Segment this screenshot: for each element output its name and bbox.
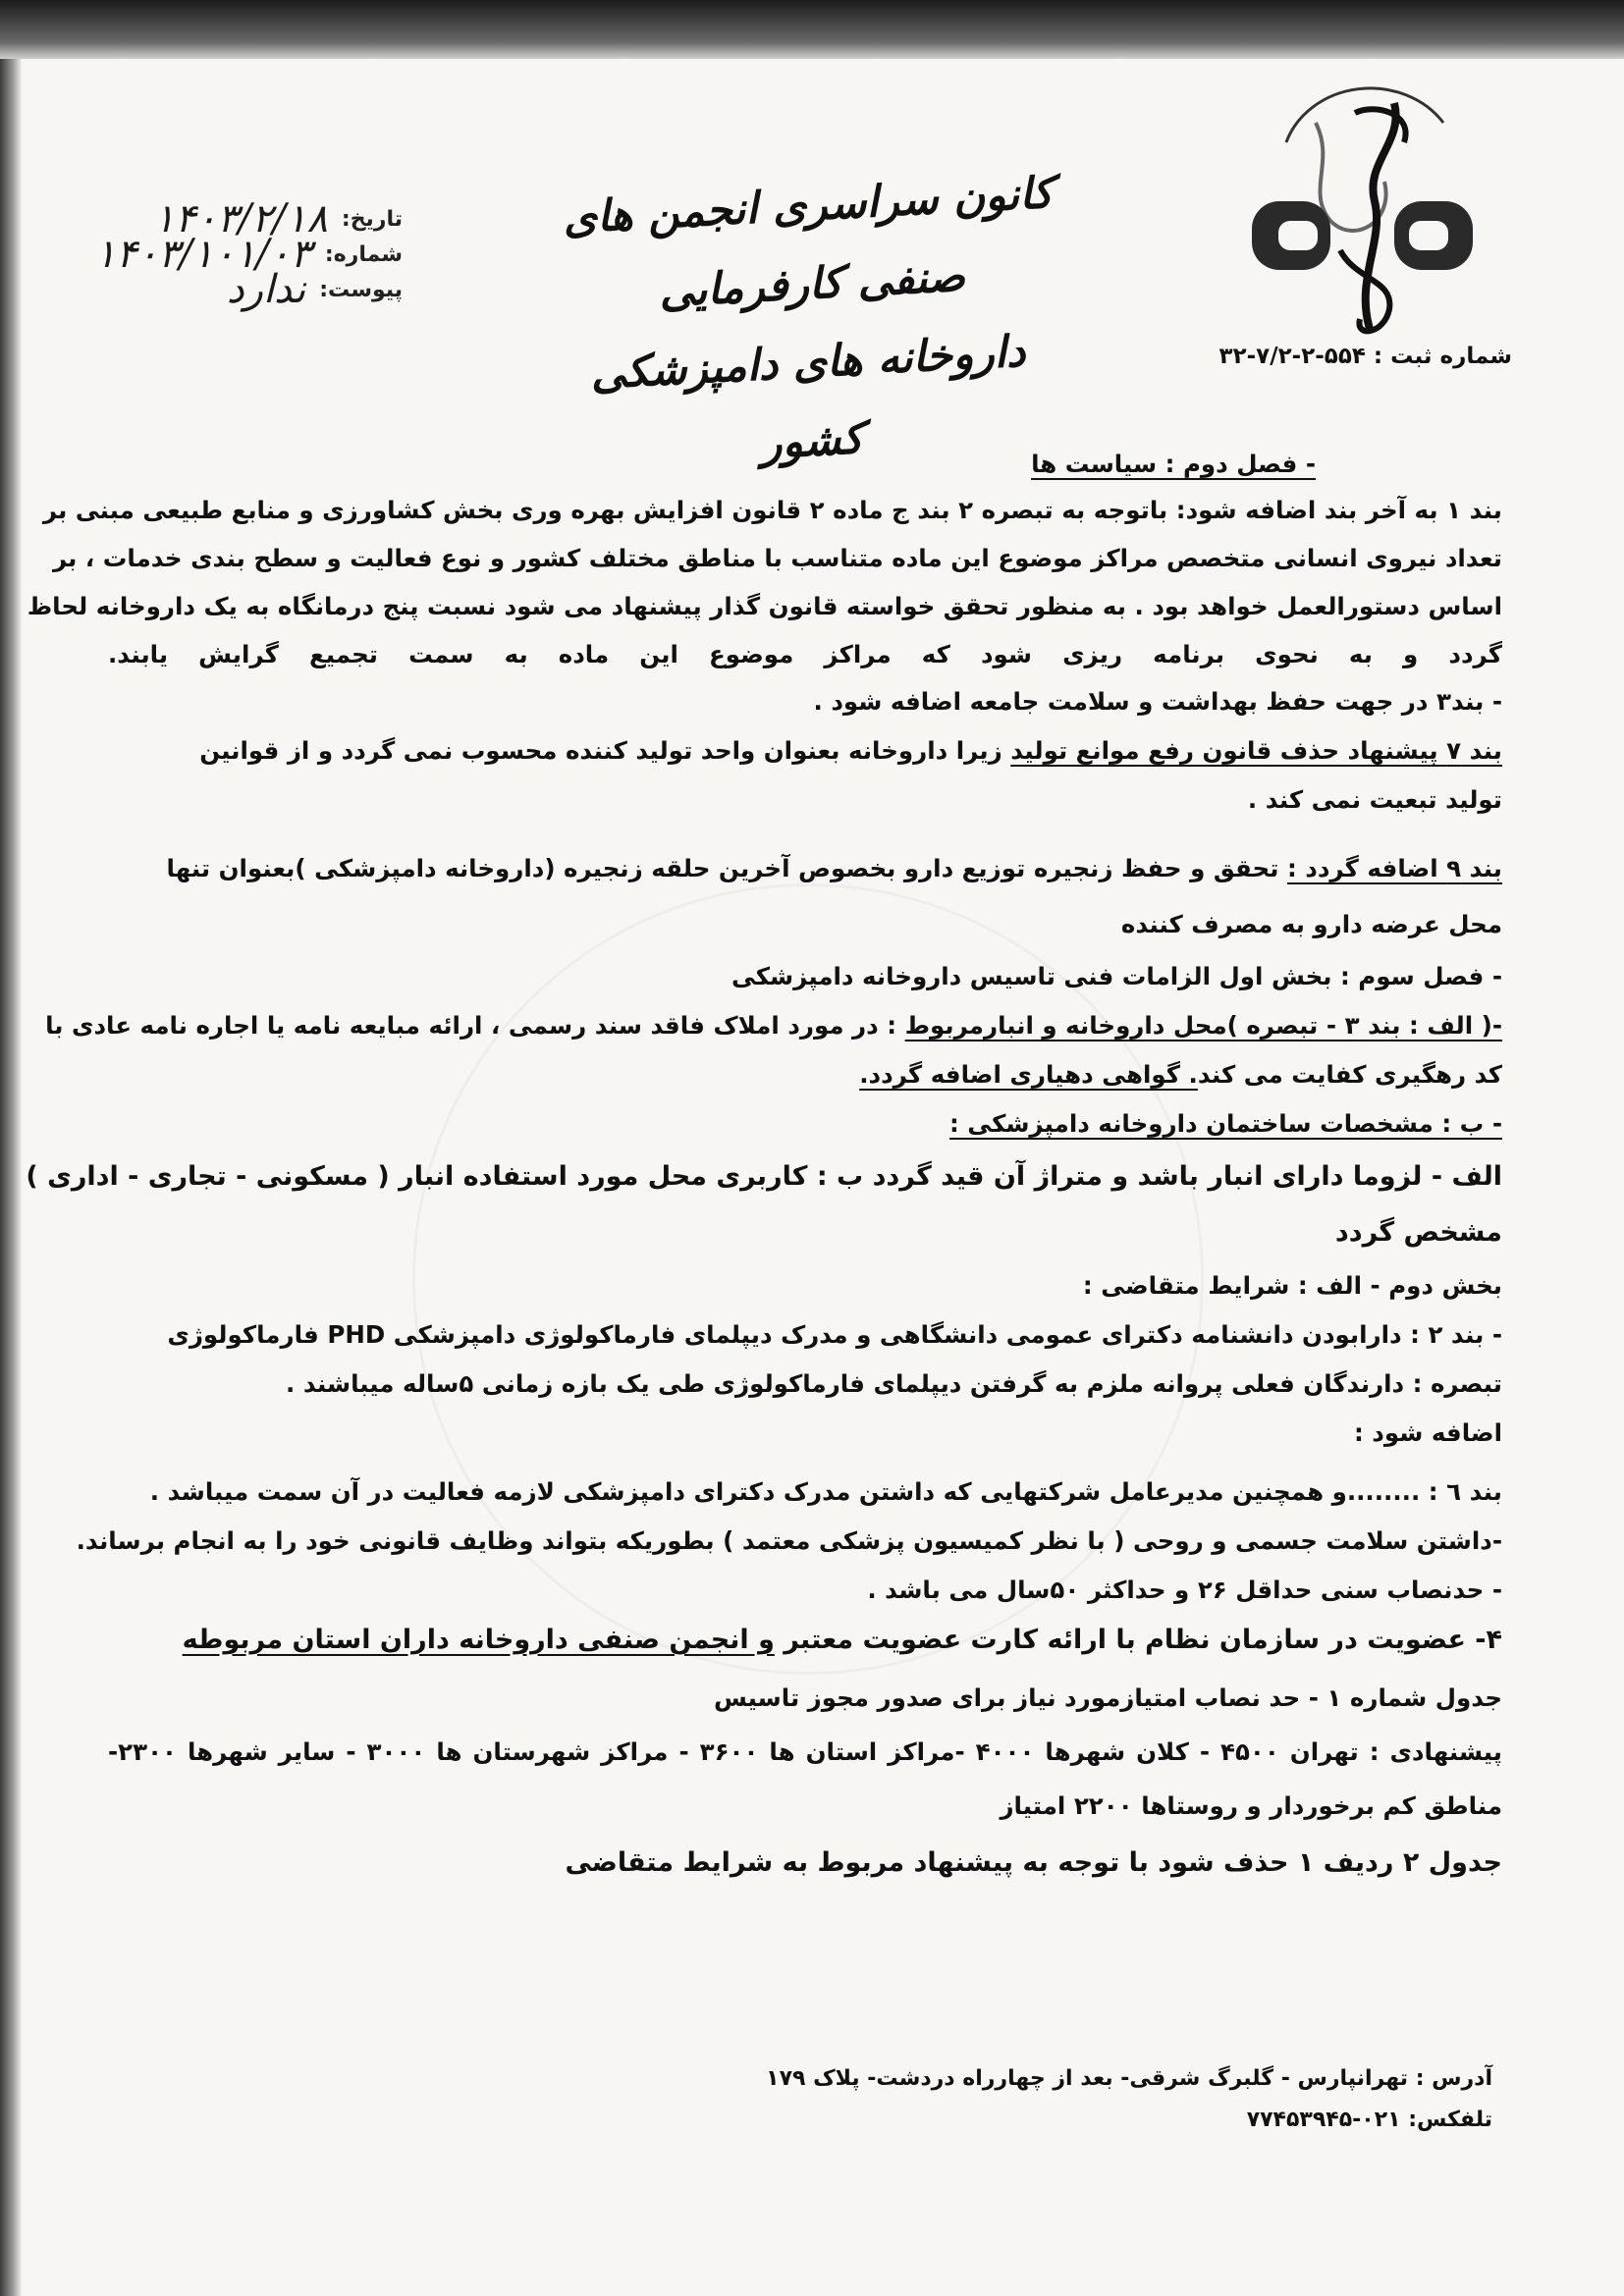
- number-label: شماره:: [324, 241, 403, 267]
- body-line: [167, 854, 1502, 882]
- body-line: جدول ۲ ردیف ۱ حذف شود با توجه به پیشنهاد مربوط به شرایط متقاضی: [565, 1847, 1502, 1878]
- title-line-2: داروخانه های دامپزشکی کشور: [589, 326, 1027, 469]
- body-line: گردد و به نحوی برنامه ریزی شود که مراکز موضوع این ماده به سمت تجمیع گرایش یابند.: [108, 640, 1502, 668]
- body-line: بند ۱ به آخر بند اضافه شود: باتوجه به تبصره ۲ بند ج ماده ۲ قانون افزایش بهره وری بخش کشاورزی و منابع طبیعی مبنی بر: [42, 496, 1502, 524]
- body-line: مشخص گردد: [1334, 1217, 1502, 1248]
- date-label: تاریخ:: [341, 206, 403, 232]
- body-line: الف - لزوما دارای انبار باشد و متراژ آن قید گردد ب : کاربری محل مورد استفاده انبار ( مسکونی - تجاری - اداری ): [26, 1161, 1502, 1192]
- registration-number: شماره ثبت : ۵۵۴-۲-۷/۲-۳۲: [1218, 344, 1512, 369]
- body-line: [859, 1060, 1502, 1089]
- body-line: بند ٦ : ........و همچنین مدیرعامل شرکتهایی که داشتن مدرک دکترای دامپزشکی لازمه فعالیت در آن سمت میباشد .: [149, 1477, 1502, 1506]
- section-heading: - فصل سوم : بخش اول الزامات فنی تاسیس داروخانه دامپزشکی: [731, 962, 1502, 990]
- title-line-1: کانون سراسری انجمن های صنفی کارفرمایی: [562, 168, 1055, 318]
- body-phrase: تحقق و حفظ زنجیره توزیع دارو بخصوص آخرین حلقه زنجیره (داروخانه دامپزشکی )بعنوان تنها: [166, 854, 1287, 882]
- body-line: تولید تبعیت نمی کند .: [1247, 785, 1502, 814]
- body-phrase: ۴- عضویت در سازمان نظام با ارائه کارت عضویت معتبر: [774, 1625, 1502, 1655]
- scan-top-edge: [0, 0, 1624, 61]
- underlined-phrase: بند ۹ اضافه گردد :: [1286, 854, 1502, 882]
- body-line: تبصره : دارندگان فعلی پروانه ملزم به گرفتن دیپلمای فارماکولوژی طی یک بازه زمانی ۵ساله میباشند .: [285, 1369, 1502, 1398]
- body-line: اضافه شود :: [1353, 1418, 1502, 1447]
- underlined-phrase: و انجمن صنفی داروخانه داران استان مربوطه: [182, 1625, 775, 1655]
- body-line: تعداد نیروی انسانی متخصص مراکز موضوع این ماده متناسب با مناطق مختلف کشور و نوع فعالیت و سطح بندی خدمات ، بر: [52, 544, 1502, 572]
- attachment-value: ندارد: [226, 267, 306, 312]
- body-line: - حدنصاب سنی حداقل ۲۶ و حداکثر ۵۰سال می باشد .: [867, 1575, 1502, 1604]
- date-value: ۱۴۰۳/۲/۱۸: [153, 196, 328, 241]
- body-line: [45, 1011, 1502, 1040]
- body-phrase: : در مورد املاک فاقد سند رسمی ، ارائه مبایعه نامه یا اجاره نامه عادی با: [45, 1011, 905, 1040]
- phone: تلفکس: ۰۲۱-۷۷۴۵۳۹۴۵: [1246, 2108, 1492, 2132]
- body-line: [183, 1625, 1502, 1655]
- number-value: ۱۴۰۳/۱۰۱/۰۳: [94, 232, 311, 277]
- body-line: پیشنهادی : تهران ۴۵۰۰ - کلان شهرها ۴۰۰۰ -مراکز استان ها ۳۶۰۰ - مراکز شهرستان ها ۳۰۰۰ - سایر شهرها ۲۳۰۰-: [108, 1737, 1503, 1766]
- letter-footer: [628, 2066, 1492, 2149]
- attachment-row: [88, 267, 403, 312]
- section-heading: بخش دوم - الف : شرایط متقاضی :: [1082, 1271, 1502, 1300]
- scan-left-edge: [0, 59, 22, 2296]
- attachment-label: پیوست:: [319, 277, 403, 302]
- body-line: - بند۳ در جهت حفظ بهداشت و سلامت جامعه اضافه شود .: [813, 687, 1502, 716]
- body-phrase: زیرا داروخانه بعنوان واحد تولید کننده محسوب نمی گردد و از قوانین: [199, 736, 1011, 765]
- body-line: اساس دستورالعمل خواهد بود . به منظور تحقق خواسته قانون گذار پیشنهاد می شود نسبت پنج درمانگاه به یک داروخانه لحاظ: [27, 592, 1502, 620]
- body-line: -داشتن سلامت جسمی و روحی ( با نظر کمیسیون پزشکی معتمد ) بطوریکه بتواند وظایف قانونی خود را به انجام برساند.: [76, 1526, 1502, 1555]
- body-phrase: کد رهگیری کفایت می کند: [1197, 1060, 1502, 1089]
- section-heading: - فصل دوم : سیاست ها: [1031, 450, 1316, 478]
- underlined-phrase: . گواهی دهیاری اضافه گردد.: [859, 1060, 1198, 1089]
- letterhead-title: [535, 167, 1085, 481]
- underlined-phrase: بند ۷ پیشنهاد حذف قانون رفع موانع تولید: [1010, 736, 1502, 765]
- section-heading: - ب : مشخصات ساختمان داروخانه دامپزشکی :: [948, 1109, 1502, 1138]
- underlined-phrase: -( الف : بند ۳ - تبصره )محل داروخانه و انبارمربوط: [904, 1011, 1502, 1040]
- address: آدرس : تهرانپارس - گلبرگ شرقی- بعد از چهارراه دردشت- پلاک ۱۷۹: [766, 2066, 1492, 2091]
- body-line: [199, 736, 1502, 765]
- body-line: - بند ۲ : دارابودن دانشنامه دکترای عمومی دانشگاهی و مدرک دیپلمای فارماکولوژی دامپزشکی PHD فارماکولوژی: [167, 1320, 1502, 1349]
- body-line: محل عرضه دارو به مصرف کننده: [1120, 910, 1502, 938]
- association-logo-icon: [1247, 83, 1483, 348]
- body-line: جدول شماره ۱ - حد نصاب امتیازمورد نیاز برای صدور مجوز تاسیس: [714, 1683, 1502, 1712]
- body-line: مناطق کم برخوردار و روستاها ۲۲۰۰ امتیاز: [1000, 1791, 1502, 1820]
- letter-meta: [88, 196, 403, 312]
